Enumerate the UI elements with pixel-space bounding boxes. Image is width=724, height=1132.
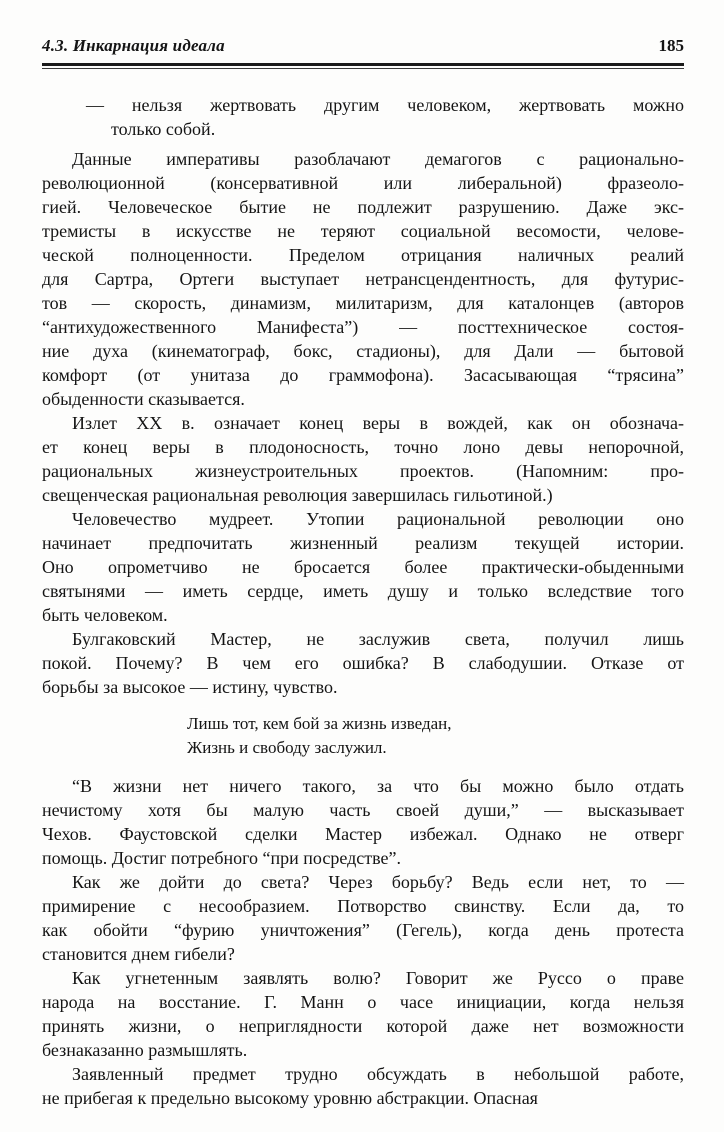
verse (187, 712, 684, 760)
text-line: покой. Почему? В чем его ошибка? В слабодушии. Отказе от (42, 653, 684, 673)
text-line: свещенческая рациональная революция завершилась гильотиной.) (42, 485, 553, 505)
text-line: “В жизни нет ничего такого, за что бы можно было отдать (72, 776, 684, 796)
text-line: тов — скорость, динамизм, милитаризм, для каталонцев (авторов (42, 293, 684, 313)
text-line: ческой полноценности. Пределом отрицания наличных реалий (42, 245, 684, 265)
text-line: Данные императивы разоблачают демагогов с рационально- (72, 149, 684, 169)
paragraph (42, 627, 684, 699)
text-line: Как же дойти до света? Через борьбу? Ведь если нет, то — (72, 872, 684, 892)
paragraph (42, 774, 684, 870)
paragraph (42, 1062, 684, 1110)
text-line: становится днем гибели? (42, 944, 235, 964)
text-line: Как угнетенным заявлять волю? Говорит же Руссо о праве (72, 968, 684, 988)
paragraph (42, 411, 684, 507)
text-line: начинает предпочитать жизненный реализм текущей истории. (42, 533, 684, 553)
text-line: принять жизни, о неприглядности которой даже нет возможности (42, 1016, 684, 1036)
text-body (42, 93, 684, 1110)
text-line: для Сартра, Ортеги выступает нетрансцендентность, для футурис- (42, 269, 684, 289)
text-line: Лишь тот, кем бой за жизнь изведан, (187, 714, 452, 733)
text-line: только собой. (111, 119, 216, 139)
text-line: нечистому хотя бы малую часть своей души,” — высказывает (42, 800, 684, 820)
text-line: рациональных жизнеустроительных проектов. (Напомним: про- (42, 461, 684, 481)
text-line: не прибегая к предельно высокому уровню абстракции. Опасная (42, 1088, 538, 1108)
page-header (42, 36, 684, 56)
text-line: тремисты в искусстве не теряют социальной весомости, челове- (42, 221, 684, 241)
text-line: как обойти “фурию уничтожения” (Гегель), когда день протеста (42, 920, 684, 940)
text-line: Булгаковский Мастер, не заслужив света, получил лишь (72, 629, 684, 649)
paragraph (42, 966, 684, 1062)
text-line: Оно опрометчиво не бросается более практически-обыденными (42, 557, 684, 577)
text-line: Чехов. Фаустовской сделки Мастер избежал. Однако не отверг (42, 824, 684, 844)
header-rule (42, 63, 684, 69)
text-line: ние духа (кинематограф, бокс, стадионы), для Дали — бытовой (42, 341, 684, 361)
text-line: обыденности сказывается. (42, 389, 245, 409)
text-line: Излет XX в. означает конец веры в вождей, как он обознача- (72, 413, 684, 433)
text-line: революционной (консервативной или либеральной) фразеоло- (42, 173, 684, 193)
section-title: 4.3. Инкарнация идеала (42, 36, 225, 55)
paragraph (42, 870, 684, 966)
text-line: борьбы за высокое — истину, чувство. (42, 677, 338, 697)
text-line: “антихудожественного Манифеста”) — посттехническое состоя- (42, 317, 684, 337)
text-line: безнаказанно размышлять. (42, 1040, 248, 1060)
text-line: народа на восстание. Г. Манн о часе инициации, когда нельзя (42, 992, 684, 1012)
page-number: 185 (658, 36, 684, 55)
paragraph (42, 147, 684, 411)
list-item (42, 93, 684, 141)
text-line: гией. Человеческое бытие не подлежит разрушению. Даже экс- (42, 197, 684, 217)
text-line: помощь. Достиг потребного “при посредстве”. (42, 848, 402, 868)
text-line: комфорт (от унитаза до граммофона). Засасывающая “трясина” (42, 365, 684, 385)
paragraph (42, 507, 684, 627)
text-line: быть человеком. (42, 605, 168, 625)
text-line: Заявленный предмет трудно обсуждать в небольшой работе, (72, 1064, 684, 1084)
text-line: Жизнь и свободу заслужил. (187, 738, 387, 757)
text-line: Человечество мудреет. Утопии рациональной революции оно (72, 509, 684, 529)
text-line: святынями — иметь сердце, иметь душу и только вследствие того (42, 581, 684, 601)
text-line: — нельзя жертвовать другим человеком, жертвовать можно (86, 95, 684, 115)
text-line: примирение с несообразием. Потворство свинству. Если да, то (42, 896, 684, 916)
text-line: ет конец веры в плодоносность, точно лоно девы непорочной, (42, 437, 684, 457)
